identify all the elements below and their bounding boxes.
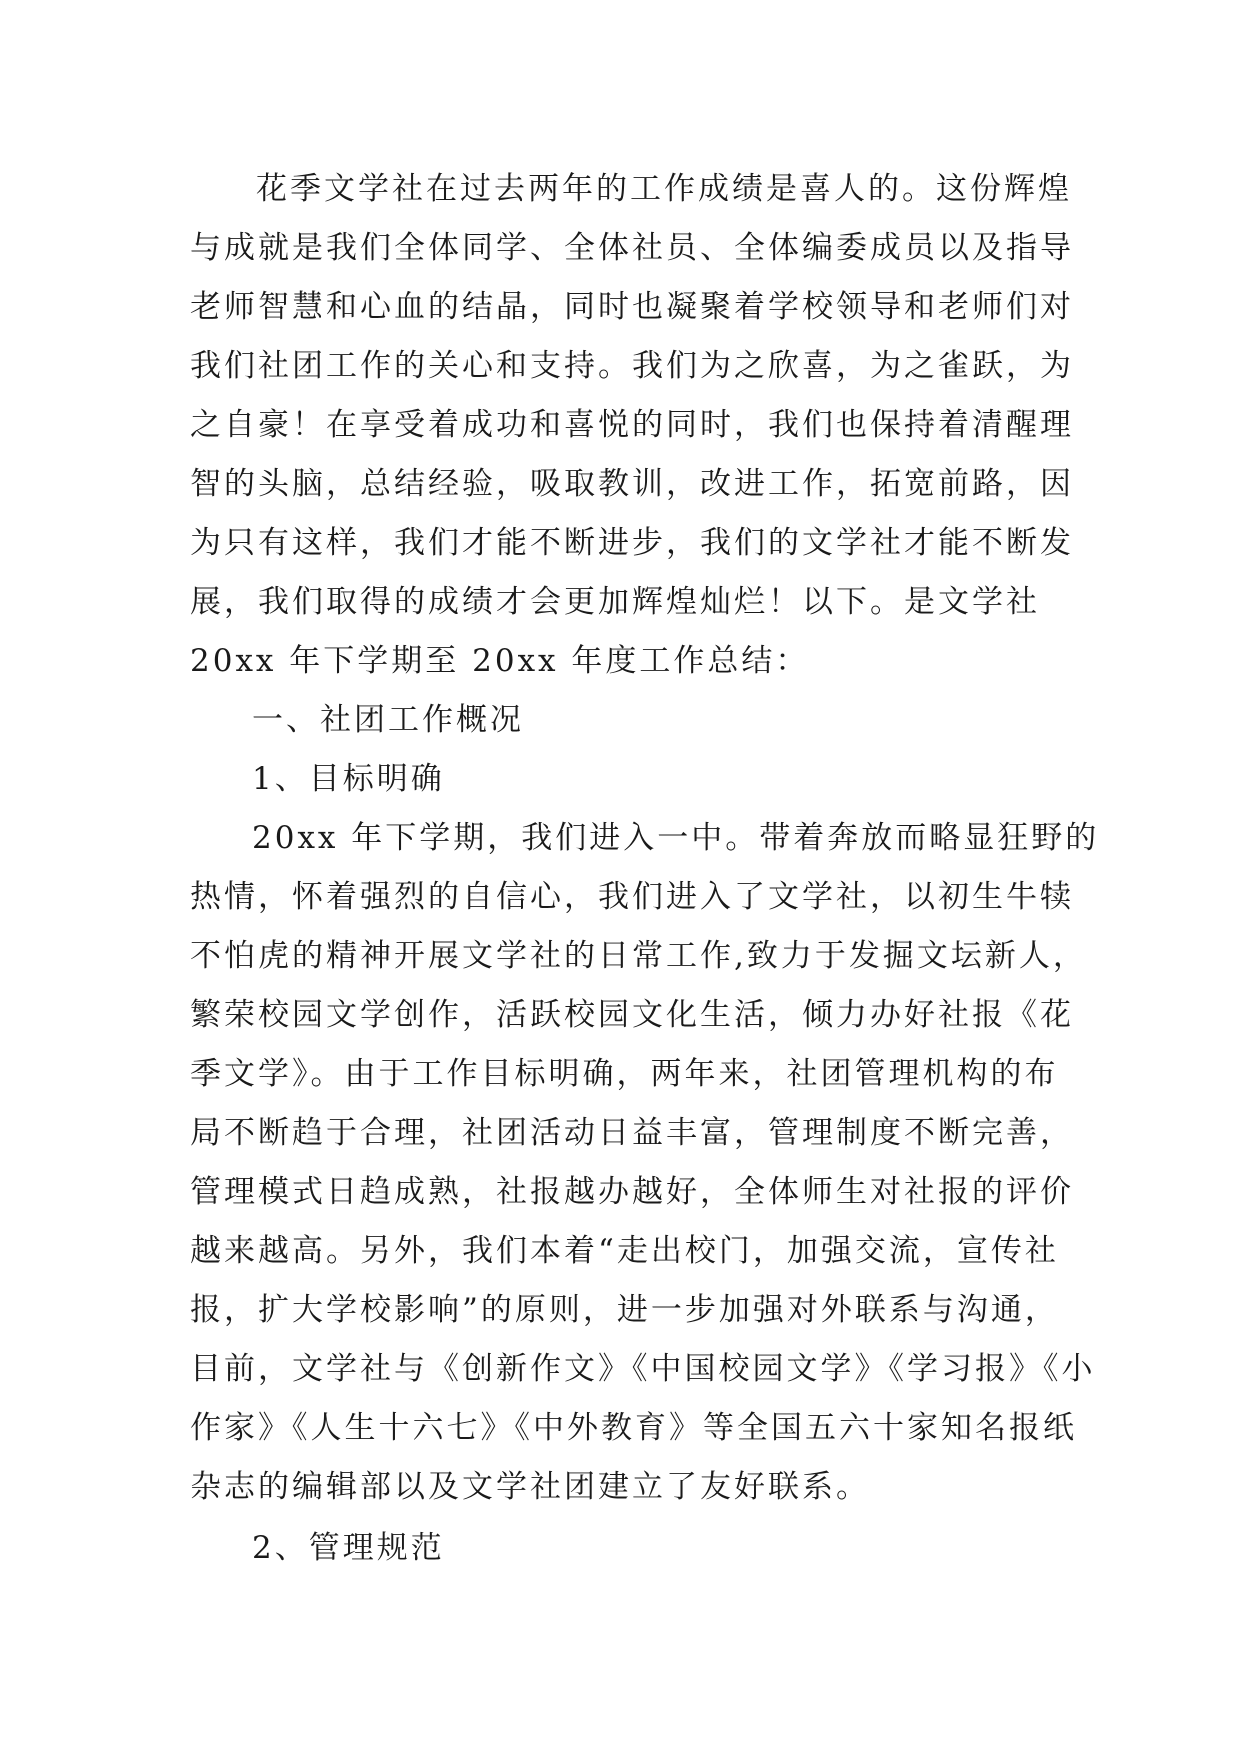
text-line: 季文学》。由于工作目标明确，两年来，社团管理机构的布 <box>190 1056 1059 1092</box>
text-line: 智的头脑，总结经验，吸取教训，改进工作，拓宽前路，因 <box>190 466 1074 502</box>
text-line: 管理模式日趋成熟，社报越办越好，全体师生对社报的评价 <box>190 1174 1074 1210</box>
subsection-heading-text: 1、目标明确 <box>252 761 445 797</box>
text-line: 与成就是我们全体同学、全体社员、全体编委成员以及指导 <box>190 230 1074 266</box>
text-line: 杂志的编辑部以及文学社团建立了友好联系。 <box>190 1469 870 1505</box>
text-line: 热情，怀着强烈的自信心，我们进入了文学社，以初生牛犊 <box>190 879 1074 915</box>
text-line: 繁荣校园文学创作，活跃校园文化生活，倾力办好社报《花 <box>190 997 1074 1033</box>
text-line: 老师智慧和心血的结晶，同时也凝聚着学校领导和老师们对 <box>190 289 1074 325</box>
body-paragraph <box>190 809 1100 1517</box>
section-heading <box>190 691 1070 750</box>
subsection-heading <box>190 1519 1070 1578</box>
text-line: 作家》《人生十六七》《中外教育》等全国五六十家知名报纸 <box>190 1410 1077 1446</box>
text-line: 越来越高。另外，我们本着“走出校门，加强交流，宣传社 <box>190 1233 1059 1269</box>
text-line: 不怕虎的精神开展文学社的日常工作,致力于发掘文坛新人， <box>190 938 1087 974</box>
text-line: 花季文学社在过去两年的工作成绩是喜人的。这份辉煌 <box>256 171 1072 207</box>
text-line: 20xx 年下学期至 20xx 年度工作总结： <box>190 643 810 679</box>
text-line: 报，扩大学校影响”的原则，进一步加强对外联系与沟通， <box>190 1292 1059 1328</box>
text-line: 局不断趋于合理，社团活动日益丰富，管理制度不断完善， <box>190 1115 1074 1151</box>
intro-paragraph <box>190 160 1074 691</box>
text-line: 之自豪！在享受着成功和喜悦的同时，我们也保持着清醒理 <box>190 407 1074 443</box>
subsection-heading-text: 2、管理规范 <box>252 1530 445 1566</box>
section-heading-text: 一、社团工作概况 <box>252 702 524 738</box>
text-line: 20xx 年下学期，我们进入一中。带着奔放而略显狂野的 <box>252 820 1100 856</box>
subsection-heading <box>190 750 1070 809</box>
text-line: 展，我们取得的成绩才会更加辉煌灿烂！以下。是文学社 <box>190 584 1040 620</box>
text-line: 我们社团工作的关心和支持。我们为之欣喜，为之雀跃，为 <box>190 348 1074 384</box>
text-line: 为只有这样，我们才能不断进步，我们的文学社才能不断发 <box>190 525 1074 561</box>
text-line: 目前，文学社与《创新作文》《中国校园文学》《学习报》《小 <box>190 1351 1096 1387</box>
document-body <box>190 160 1100 1578</box>
